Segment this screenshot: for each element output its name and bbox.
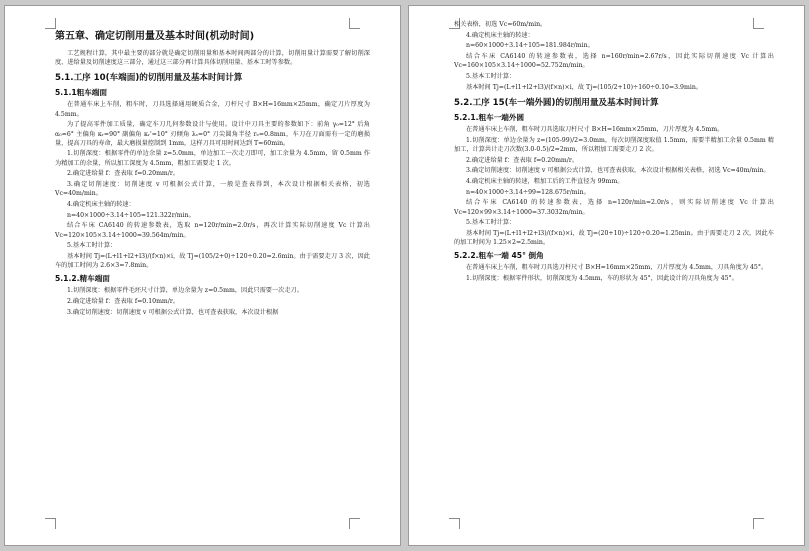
page-text-body xyxy=(55,24,370,318)
crop-mark xyxy=(753,518,764,529)
paragraph: 5.基本工时计算： xyxy=(466,73,516,81)
section-heading: 5.2.工序 15(车一端外圆)的切削用量及基本时间计算 xyxy=(454,97,659,108)
paragraph: 2.确定进给量 f：查表取 f=0.20mm/r。 xyxy=(67,170,180,178)
paragraph: 1.切削深度：根据零件毛坯尺寸计算，单边余量为 z=0.5mm，因此只需要一次走刀。 xyxy=(67,287,303,295)
paragraph: 基本时间 Tj=(L+l1+l2+l3)/(f×n)×i，故 Tj=(105/2+10)÷160÷0.10=3.9min。 xyxy=(466,83,703,91)
paragraph: 3.确定切削速度：切削速度 v 可根据公式计算，一般是查表得到，本次设计根据相关表格，初选 Vc=40m/min。 xyxy=(55,181,370,198)
document-page-right xyxy=(408,5,805,546)
section-heading: 5.1.2.精车端面 xyxy=(55,274,110,284)
section-heading: 5.2.2.粗车一端 45° 倒角 xyxy=(454,251,544,261)
paragraph: n=40×1000÷3.14÷99=128.675r/min。 xyxy=(466,188,590,196)
paragraph: 3.确定切削速度：切削速度 v 可根据公式计算，也可查表获取，本次设计根据相关表格，初选 Vc=40m/min。 xyxy=(466,167,770,175)
paragraph: 相关表格，初选 Vc=60m/min。 xyxy=(454,21,547,28)
section-heading: 5.1.1粗车端面 xyxy=(55,88,107,98)
paragraph: 5.基本工时计算： xyxy=(67,242,117,250)
paragraph: n=60×1000÷3.14÷105=181.984r/min。 xyxy=(466,42,594,50)
crop-mark xyxy=(349,518,360,529)
paragraph: 1.切削深度：单边余量为 z=(105-99)/2=3.0mm，每次切削深度取值 1.5mm，需要半精加工余量 0.5mm 精加工，计算共计走刀次数(3.0-0.5)/2=2mm，所以粗加工需要走刀 2 次。 xyxy=(454,136,774,153)
paragraph: 基本时间 Tj=(L+l1+l2+l3)/(f×n)×i，故 Tj=(20+10)÷120÷0.20=1.25min。由于需要走刀 2 次，因此车的加工时间为 1.25×2=2.5min。 xyxy=(454,229,774,247)
paragraph: 4.确定机床主轴的转速： xyxy=(67,200,135,208)
paragraph: n=40×1000÷3.14÷105=121.322r/min。 xyxy=(67,211,195,219)
paragraph: 5.基本工时计算： xyxy=(466,219,516,227)
paragraph: 在普通车床上车削，粗车时，刀具选择通用硬质合金，刀杆尺寸 B×H=16mm×25mm，确定刀片厚度为 4.5mm。 xyxy=(55,101,370,118)
crop-mark xyxy=(449,518,460,529)
document-page-left xyxy=(4,5,401,546)
paragraph: 为了提高零件加工质量，确定车刀几何参数设计与使用。设计中刀具主要的参数如下：前角 γ₀=12° 后角 α₀=6° 主偏角 κᵣ=90° 副偏角 κᵣ'=10° 刃倾角 λₛ=0° 刀尖圆角半径 rₑ=0.8mm，车刀在刀面需有一定的磨损量，提高刀具的寿命，最大磨损量控制到 1mm，这样刀具可用时间达到 T=60min。 xyxy=(55,121,370,147)
crop-mark xyxy=(45,518,56,529)
paragraph: 工艺规程计算，其中最主要的部分就是确定切削用量和基本时间两部分的计算，切削用量计算需要了解切削深度、进给量及切削速度这三部分，通过这三部分再计算具体切削用量、基本工时等参数。 xyxy=(55,50,370,67)
paragraph: 4.确定机床主轴的转速，粗加工后的工件直径为 99mm。 xyxy=(466,177,624,185)
paragraph: 在普通车床上车削，粗车时刀具选刀杆尺寸 B×H=16mm×25mm，刀片厚度为 4.5mm，刀具角度为 45°。 xyxy=(466,264,768,272)
page-text-body xyxy=(454,20,774,285)
section-heading: 5.2.1.粗车一端外圆 xyxy=(454,112,525,122)
paragraph: 4.确定机床主轴的转速： xyxy=(466,31,534,39)
paragraph: 1.切削深度：根据零件形状，切削深度为 4.5mm，车的形状为 45°，因此设计的刀具角度为 45°。 xyxy=(466,275,738,283)
section-heading: 5.1.工序 10(车端面)的切削用量及基本时间计算 xyxy=(55,73,243,84)
paragraph: 2.确定进给量 f：查表取 f=0.10mm/r。 xyxy=(67,298,180,306)
chapter-heading: 第五章、确定切削用量及基本时间(机动时间) xyxy=(55,31,255,42)
paragraph: 结合车床 CA6140 的转速参数表，选取 n=120r/min=2.0r/s，再次计算实际切削速度 Vc 计算出 Vc=120×105×3.14÷1000=39.564m/min。 xyxy=(55,222,370,239)
paragraph: 3.确定切削速度：切削速度 v 可根据公式计算，也可查表获取，本次设计根据 xyxy=(67,308,279,316)
paragraph: 在普通车床上车削，粗车时刀具选取刀杆尺寸 B×H=16mm×25mm，刀片厚度为 4.5mm。 xyxy=(466,125,724,133)
paragraph: 基本时间 Tj=(L+l1+l2+l3)/(f×n)×i，故 Tj=(105/2+0)÷120÷0.20=2.6min。由于需要走刀 3 次，因此车的加工时间为 2.6×3=7.8min。 xyxy=(55,252,370,270)
paragraph: 1.切削深度：根据零件的单边余量 z=5.0mm，单边加工一次走刀即可，加工余量为 4.5mm，留 0.5mm 作为精加工的余量，所以加工深度为 4.5mm，粗加工需要走 1 次。 xyxy=(55,150,370,167)
paragraph: 结合车床 CA6140 的转速参数表，选择 n=160r/min=2.67r/s，因此实际切削速度 Vc 计算出 Vc=160×105×3.14÷1000=52.752m/min。 xyxy=(454,53,774,70)
paragraph: 2.确定进给量 f：查表取 f=0.20mm/r。 xyxy=(466,156,579,164)
paragraph: 结合车床 CA6140 的转速参数表，选择 n=120r/min=2.0r/s，则实际切削速度 Vc 计算出 Vc=120×99×3.14÷1000=37.3032m/min。 xyxy=(454,199,774,216)
